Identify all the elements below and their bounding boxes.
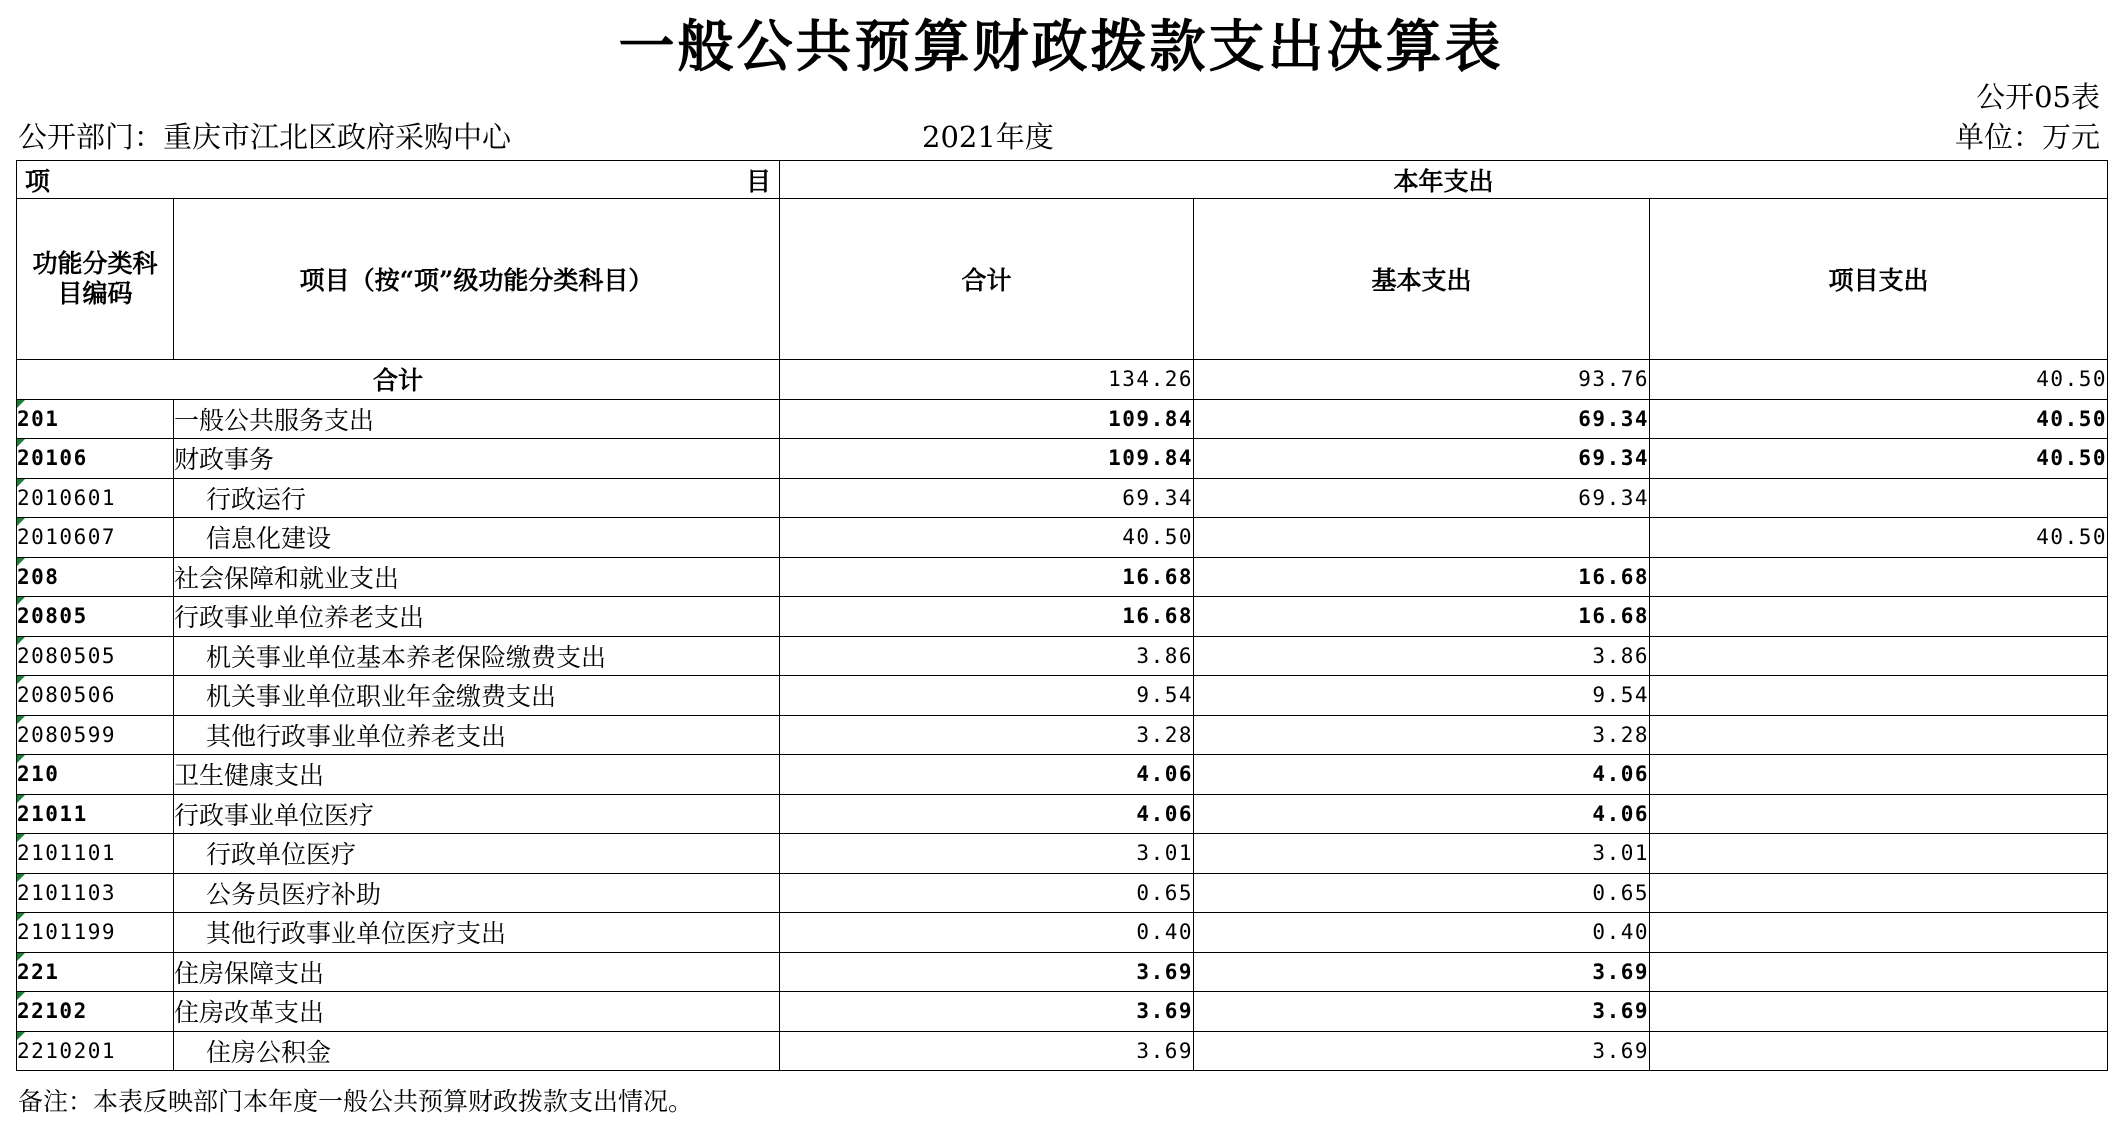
basic-cell: 9.54 — [1194, 676, 1650, 716]
project-cell — [1650, 676, 2108, 716]
total-cell: 3.69 — [780, 952, 1194, 992]
project-cell — [1650, 873, 2108, 913]
total-cell: 4.06 — [780, 794, 1194, 834]
item-header-left: 项 — [25, 166, 51, 196]
name-cell: 行政事业单位养老支出 — [174, 597, 780, 637]
project-cell — [1650, 1031, 2108, 1071]
table-row — [17, 597, 2108, 637]
total-cell: 3.86 — [780, 636, 1194, 676]
basic-cell: 3.69 — [1194, 1031, 1650, 1071]
basic-cell: 3.69 — [1194, 952, 1650, 992]
form-number: 公开05表 — [1976, 80, 2100, 114]
total-cell: 0.40 — [780, 913, 1194, 953]
name-cell: 其他行政事业单位医疗支出 — [174, 913, 780, 953]
table-row — [17, 1031, 2108, 1071]
summary-row — [17, 360, 2108, 400]
code-cell: 2101101 — [17, 834, 174, 874]
summary-label: 合计 — [17, 360, 780, 400]
table-row — [17, 834, 2108, 874]
name-cell: 一般公共服务支出 — [174, 399, 780, 439]
department-label: 公开部门：重庆市江北区政府采购中心 — [18, 120, 512, 154]
total-cell: 109.84 — [780, 399, 1194, 439]
table-row — [17, 873, 2108, 913]
project-cell — [1650, 834, 2108, 874]
name-cell: 住房公积金 — [174, 1031, 780, 1071]
total-cell: 3.01 — [780, 834, 1194, 874]
project-cell — [1650, 478, 2108, 518]
summary-total-cell: 134.26 — [780, 360, 1194, 400]
code-cell: 208 — [17, 557, 174, 597]
project-cell — [1650, 557, 2108, 597]
name-cell: 信息化建设 — [174, 518, 780, 558]
name-cell: 机关事业单位职业年金缴费支出 — [174, 676, 780, 716]
table-row — [17, 518, 2108, 558]
item-header-right: 目 — [745, 166, 771, 196]
total-cell: 16.68 — [780, 557, 1194, 597]
code-cell: 2010607 — [17, 518, 174, 558]
name-cell: 住房保障支出 — [174, 952, 780, 992]
table-row — [17, 755, 2108, 795]
name-cell: 财政事务 — [174, 439, 780, 479]
total-cell: 3.28 — [780, 715, 1194, 755]
code-cell: 201 — [17, 399, 174, 439]
header-row-2 — [17, 199, 2108, 360]
table-row — [17, 794, 2108, 834]
code-cell: 2210201 — [17, 1031, 174, 1071]
current-year-expenditure-header: 本年支出 — [780, 161, 2108, 199]
total-cell: 69.34 — [780, 478, 1194, 518]
name-column-header: 项目（按“项”级功能分类科目） — [174, 199, 780, 360]
table-row — [17, 992, 2108, 1032]
code-cell: 21011 — [17, 794, 174, 834]
code-cell: 20106 — [17, 439, 174, 479]
basic-cell: 3.01 — [1194, 834, 1650, 874]
project-cell — [1650, 794, 2108, 834]
table-row — [17, 676, 2108, 716]
basic-cell: 4.06 — [1194, 755, 1650, 795]
basic-cell: 3.86 — [1194, 636, 1650, 676]
page-title: 一般公共预算财政拨款支出决算表 — [618, 14, 1504, 80]
name-cell: 行政事业单位医疗 — [174, 794, 780, 834]
project-cell — [1650, 597, 2108, 637]
name-cell: 卫生健康支出 — [174, 755, 780, 795]
code-cell: 2080506 — [17, 676, 174, 716]
basic-cell: 0.65 — [1194, 873, 1650, 913]
basic-cell: 3.69 — [1194, 992, 1650, 1032]
name-cell: 住房改革支出 — [174, 992, 780, 1032]
item-header — [17, 161, 780, 199]
basic-cell: 69.34 — [1194, 478, 1650, 518]
code-cell: 2010601 — [17, 478, 174, 518]
basic-cell: 3.28 — [1194, 715, 1650, 755]
basic-cell: 4.06 — [1194, 794, 1650, 834]
project-cell — [1650, 755, 2108, 795]
name-cell: 其他行政事业单位养老支出 — [174, 715, 780, 755]
table-row — [17, 478, 2108, 518]
basic-cell — [1194, 518, 1650, 558]
unit-label: 单位：万元 — [1954, 120, 2100, 154]
code-cell: 20805 — [17, 597, 174, 637]
project-cell — [1650, 992, 2108, 1032]
code-cell: 22102 — [17, 992, 174, 1032]
code-cell: 221 — [17, 952, 174, 992]
name-cell: 社会保障和就业支出 — [174, 557, 780, 597]
total-cell: 16.68 — [780, 597, 1194, 637]
table-row — [17, 636, 2108, 676]
code-cell: 2101103 — [17, 873, 174, 913]
fiscal-year: 2021年度 — [922, 120, 1054, 154]
total-cell: 40.50 — [780, 518, 1194, 558]
basic-cell: 16.68 — [1194, 597, 1650, 637]
code-cell: 210 — [17, 755, 174, 795]
header-row-1 — [17, 161, 2108, 199]
code-column-header — [17, 199, 174, 360]
code-column-header-text: 功能分类科目编码 — [32, 249, 158, 308]
project-cell — [1650, 952, 2108, 992]
total-cell: 3.69 — [780, 1031, 1194, 1071]
total-cell: 9.54 — [780, 676, 1194, 716]
project-cell — [1650, 913, 2108, 953]
expenditure-table — [16, 160, 2108, 1071]
name-cell: 机关事业单位基本养老保险缴费支出 — [174, 636, 780, 676]
table-row — [17, 952, 2108, 992]
basic-cell: 0.40 — [1194, 913, 1650, 953]
project-cell: 40.50 — [1650, 439, 2108, 479]
name-cell: 行政单位医疗 — [174, 834, 780, 874]
project-column-header: 项目支出 — [1650, 199, 2108, 360]
project-cell — [1650, 636, 2108, 676]
code-cell: 2101199 — [17, 913, 174, 953]
table-row — [17, 557, 2108, 597]
basic-cell: 16.68 — [1194, 557, 1650, 597]
basic-cell: 69.34 — [1194, 399, 1650, 439]
total-cell: 4.06 — [780, 755, 1194, 795]
total-cell: 0.65 — [780, 873, 1194, 913]
table-row — [17, 399, 2108, 439]
project-cell — [1650, 715, 2108, 755]
project-cell: 40.50 — [1650, 518, 2108, 558]
table-row — [17, 439, 2108, 479]
footnote: 备注：本表反映部门本年度一般公共预算财政拨款支出情况。 — [18, 1087, 694, 1116]
table-row — [17, 715, 2108, 755]
name-cell: 公务员医疗补助 — [174, 873, 780, 913]
table-row — [17, 913, 2108, 953]
total-column-header: 合计 — [780, 199, 1194, 360]
summary-project-cell: 40.50 — [1650, 360, 2108, 400]
basic-cell: 69.34 — [1194, 439, 1650, 479]
basic-column-header: 基本支出 — [1194, 199, 1650, 360]
summary-basic-cell: 93.76 — [1194, 360, 1650, 400]
name-cell: 行政运行 — [174, 478, 780, 518]
total-cell: 3.69 — [780, 992, 1194, 1032]
code-cell: 2080599 — [17, 715, 174, 755]
total-cell: 109.84 — [780, 439, 1194, 479]
project-cell: 40.50 — [1650, 399, 2108, 439]
code-cell: 2080505 — [17, 636, 174, 676]
